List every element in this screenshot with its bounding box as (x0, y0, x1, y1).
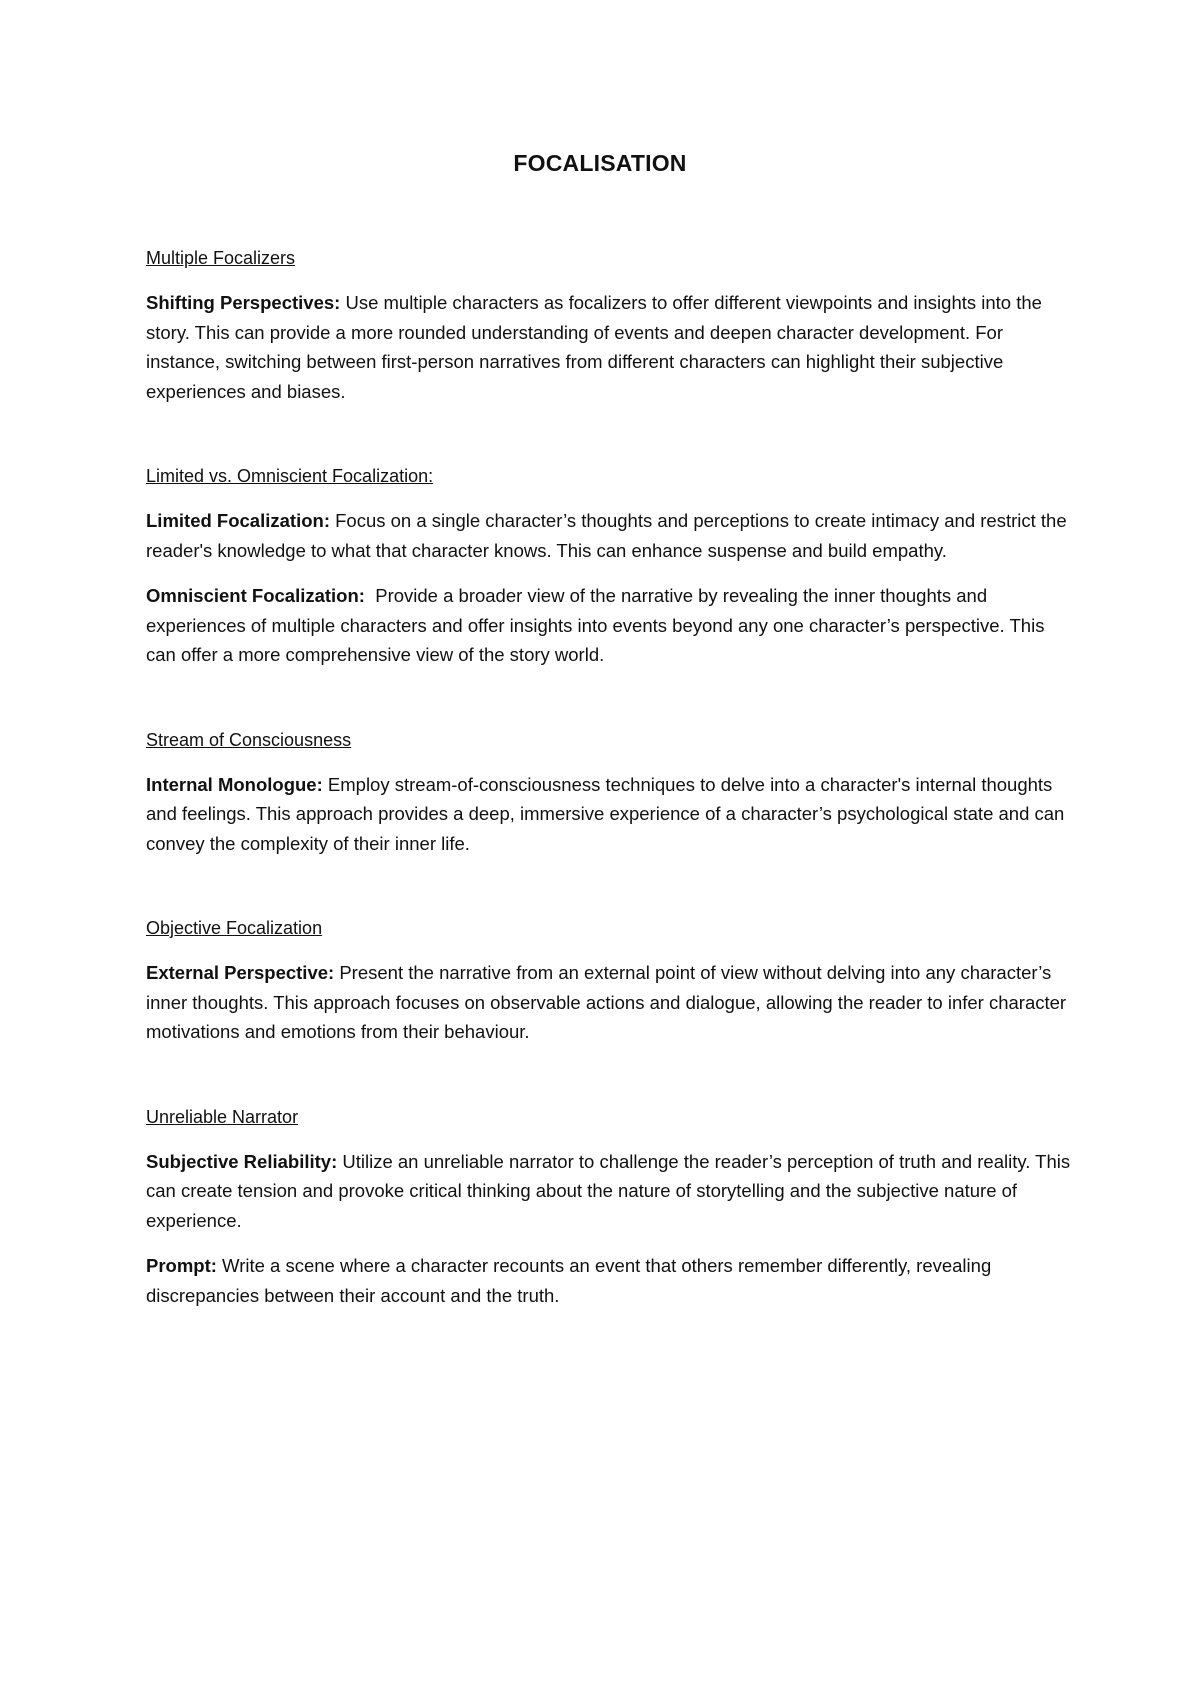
paragraph-text: Focus on a single character’s thoughts and perceptions to create intimacy and restrict the reader's knowledge to what that character knows. This can enhance suspense and build empathy. (146, 510, 1067, 561)
section-limited-vs-omniscient (146, 464, 1076, 670)
paragraph-text: Present the narrative from an external point of view without delving into any character’s inner thoughts. This approach focuses on observable actions and dialogue, allowing the reader to infer character motivations and emotions from their behaviour. (146, 962, 1067, 1042)
section-heading: Unreliable Narrator (146, 1106, 299, 1127)
paragraph-text: Use multiple characters as focalizers to offer different viewpoints and insights into the story. This can provide a more rounded understanding of events and deepen character development. For instance, switching between first-person narratives from different characters can highlight their subjective experiences and biases. (146, 292, 1042, 402)
section-objective-focalization (146, 916, 1076, 1047)
section-stream-of-consciousness (146, 728, 1076, 859)
section-heading: Limited vs. Omniscient Focalization: (146, 466, 434, 486)
paragraph-term: Omniscient Focalization: (146, 585, 365, 606)
paragraph (146, 1251, 1076, 1310)
paragraph-term: Internal Monologue: (146, 773, 323, 795)
section-multiple-focalizers (146, 246, 1076, 406)
paragraph (146, 1147, 1076, 1236)
paragraph (146, 506, 1076, 565)
paragraph (146, 770, 1076, 859)
paragraph (146, 581, 1076, 670)
paragraph-term: Prompt: (146, 1255, 217, 1276)
paragraph-text: Write a scene where a character recounts an event that others remember differently, revealing discrepancies between their account and the truth. (146, 1255, 992, 1306)
paragraph-text: Employ stream-of-consciousness techniques to delve into a character's internal thoughts and feelings. This approach provides a deep, immersive experience of a character’s psychological state and can convey the complexity of their inner life. (146, 773, 1065, 854)
paragraph (146, 958, 1076, 1047)
paragraph (146, 288, 1076, 406)
paragraph-text: Provide a broader view of the narrative by revealing the inner thoughts and experiences of multiple characters and offer insights into events beyond any one character’s perspective. This can offer a more comprehensive view of the story world. (146, 585, 1050, 665)
section-heading: Stream of Consciousness (146, 729, 352, 750)
paragraph-term: Subjective Reliability: (146, 1150, 338, 1172)
paragraph-term: Shifting Perspectives: (146, 292, 341, 313)
paragraph-term: External Perspective: (146, 962, 335, 983)
section-heading: Multiple Focalizers (146, 248, 296, 268)
document-title: FOCALISATION (513, 150, 687, 176)
section-unreliable-narrator (146, 1105, 1076, 1311)
section-heading: Objective Focalization (146, 918, 323, 938)
paragraph-text: Utilize an unreliable narrator to challenge the reader’s perception of truth and reality. This can create tension and provoke critical thinking about the nature of storytelling and the subjective nature of experience. (146, 1150, 1071, 1231)
document-body (146, 246, 1076, 1368)
paragraph-term: Limited Focalization: (146, 510, 330, 531)
